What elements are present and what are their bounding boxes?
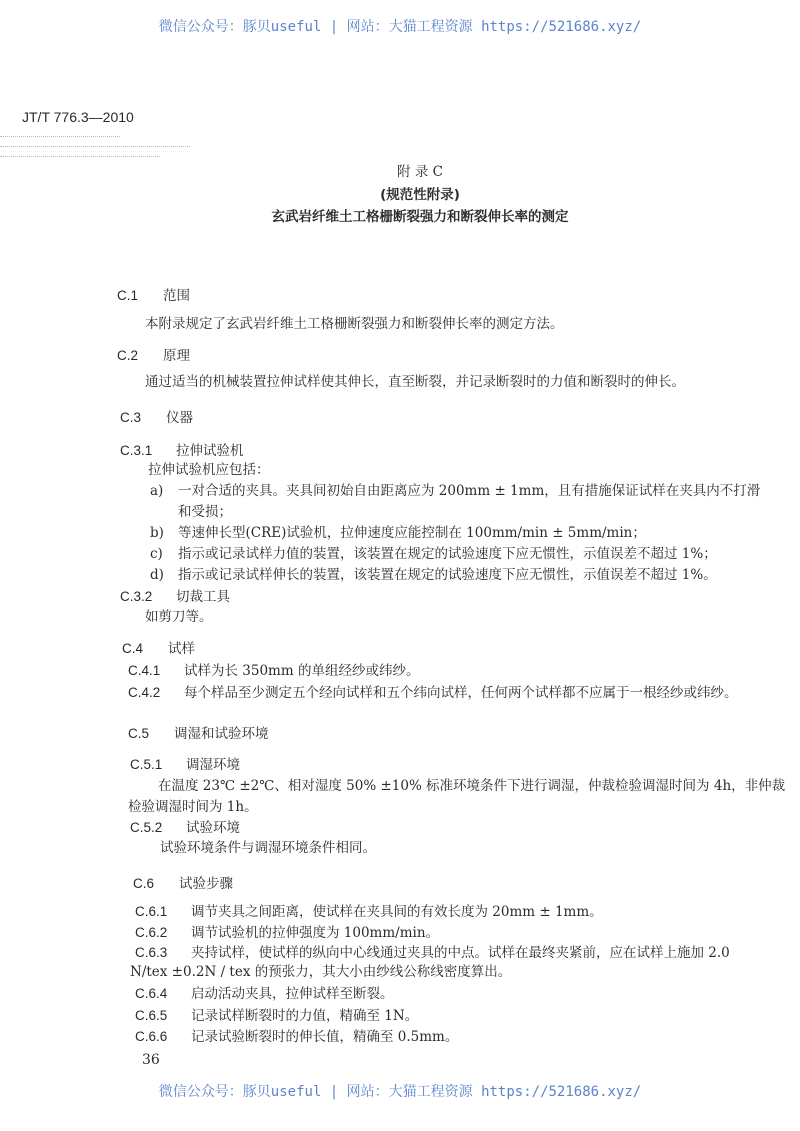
appendix-label: 附 录 C: [397, 164, 443, 180]
section-heading: [133, 875, 233, 892]
clause: [135, 1028, 458, 1046]
clause: [135, 1007, 418, 1025]
appendix-type: (规范性附录): [380, 187, 460, 203]
clause-number: C.6.3: [135, 945, 168, 960]
section-number: C.2: [117, 348, 139, 363]
list-item: [150, 567, 717, 584]
paragraph: 拉伸试验机应包括：: [148, 462, 270, 478]
paragraph: 通过适当的机械装置拉伸试样使其伸长，直至断裂，并记录断裂时的力值和断裂时的伸长。: [145, 374, 685, 390]
section-title: 试验环境: [186, 820, 240, 835]
page-number: 36: [142, 1052, 160, 1068]
section-title: 切裁工具: [176, 589, 230, 604]
watermark-top: 微信公众号：豚贝useful | 网站：大猫工程资源 https://521686.xyz/: [158, 19, 642, 35]
clause-number: C.4.2: [128, 685, 161, 700]
clause: [128, 684, 738, 702]
section-number: C.5.2: [130, 820, 163, 835]
clause: [135, 924, 439, 942]
section-number: C.3.2: [120, 589, 153, 604]
list-marker: d): [150, 567, 164, 583]
clause-number: C.6.6: [135, 1029, 168, 1044]
list-text: 指示或记录试样伸长的装置，该装置在规定的试验速度下应无惯性，示值误差不超过 1%。: [178, 567, 717, 583]
section-number: C.3: [120, 410, 142, 425]
clause-text: 调节夹具之间距离，使试样在夹具间的有效长度为 20mm ± 1mm。: [191, 904, 603, 920]
paragraph: 本附录规定了玄武岩纤维土工格栅断裂强力和断裂伸长率的测定方法。: [145, 316, 564, 332]
list-text: 指示或记录试样力值的装置，该装置在规定的试验速度下应无惯性，示值误差不超过 1%；: [178, 546, 717, 562]
list-marker: b): [150, 525, 164, 541]
section-number: C.1: [117, 288, 139, 303]
appendix-title: 玄武岩纤维土工格栅断裂强力和断裂伸长率的测定: [271, 209, 569, 225]
clause-text: 每个样品至少测定五个经向试样和五个纬向试样，任何两个试样都不应属于一根经纱或纬纱。: [184, 685, 738, 701]
section-heading: [120, 409, 193, 426]
section-title: 拉伸试验机: [176, 443, 244, 458]
clause-number: C.6.1: [135, 904, 168, 919]
standard-id: JT/T 776.3—2010: [22, 109, 134, 125]
clause: [135, 944, 730, 962]
clause-text: 记录试验断裂时的伸长值，精确至 0.5mm。: [191, 1029, 459, 1045]
divider: [0, 136, 120, 138]
section-number: C.5: [128, 726, 150, 741]
clause-number: C.6.5: [135, 1008, 168, 1023]
subsection-heading: [120, 588, 230, 605]
section-number: C.3.1: [120, 443, 153, 458]
section-heading: [122, 640, 195, 657]
subsection-heading: [130, 819, 240, 836]
section-title: 调湿和试验环境: [174, 726, 269, 741]
clause-number: C.6.4: [135, 986, 168, 1001]
watermark-bottom: 微信公众号：豚贝useful | 网站：大猫工程资源 https://521686.xyz/: [158, 1084, 642, 1100]
clause-text: 记录试样断裂时的力值，精确至 1N。: [191, 1008, 419, 1024]
section-title: 仪器: [166, 410, 193, 425]
clause-text: 启动活动夹具，拉伸试样至断裂。: [191, 986, 394, 1002]
divider: [0, 146, 190, 148]
section-number: C.4: [122, 641, 144, 656]
list-marker: c): [150, 546, 163, 562]
list-item-cont: 和受损；: [178, 504, 232, 520]
clause-text: 调节试验机的拉伸强度为 100mm/min。: [191, 925, 440, 941]
list-text: 等速伸长型(CRE)试验机，拉伸速度应能控制在 100mm/min ± 5mm/min；: [178, 525, 646, 541]
clause: [135, 903, 603, 921]
section-title: 试样: [168, 641, 195, 656]
subsection-heading: [130, 756, 240, 773]
paragraph: 如剪刀等。: [145, 609, 213, 625]
subsection-heading: [120, 442, 244, 459]
clause: [135, 985, 394, 1003]
divider: [0, 156, 160, 158]
paragraph: 试验环境条件与调湿环境条件相同。: [160, 840, 376, 856]
clause-number: C.6.2: [135, 925, 168, 940]
paragraph: 在温度 23℃ ±2℃、相对湿度 50% ±10% 标准环境条件下进行调湿，仲裁检验调湿时间为 4h，非仲裁: [158, 778, 786, 794]
list-item: [150, 525, 646, 542]
section-title: 试验步骤: [179, 876, 233, 891]
list-marker: a): [150, 483, 164, 499]
section-heading: [128, 725, 269, 742]
section-number: C.6: [133, 876, 155, 891]
section-number: C.5.1: [130, 757, 163, 772]
list-item: [150, 483, 760, 500]
clause: [128, 662, 419, 680]
clause-text: 夹持试样，使试样的纵向中心线通过夹具的中点。试样在最终夹紧前，应在试样上施加 2.0: [191, 945, 730, 961]
section-title: 范围: [163, 288, 190, 303]
section-title: 原理: [163, 348, 190, 363]
section-heading: [117, 347, 190, 364]
list-text: 一对合适的夹具。夹具间初始自由距离应为 200mm ± 1mm，且有措施保证试样在夹具内不打滑: [178, 483, 761, 499]
paragraph-cont: 检验调湿时间为 1h。: [128, 799, 258, 815]
section-heading: [117, 287, 190, 304]
clause-number: C.4.1: [128, 663, 161, 678]
list-item: [150, 546, 717, 563]
clause-text: 试样为长 350mm 的单组经纱或纬纱。: [184, 663, 420, 679]
section-title: 调湿环境: [186, 757, 240, 772]
clause-cont: N/tex ±0.2N / tex 的预张力，其大小由纱线公称线密度算出。: [130, 964, 512, 980]
